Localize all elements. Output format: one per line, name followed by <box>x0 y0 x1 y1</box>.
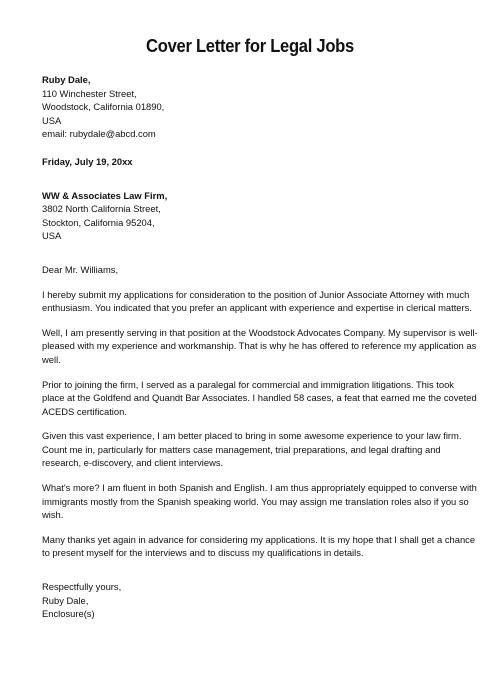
date-block <box>42 155 467 169</box>
paragraph-line: What's more? I am fluent in both Spanish and English. I am thus appropriately equipped to converse with <box>42 482 477 494</box>
sender-email: email: rubydale@abcd.com <box>42 128 156 140</box>
paragraph-line: immigrants mostly from the Spanish speaking world. You may assign me translation roles also if you so <box>42 495 469 507</box>
paragraph-line: place at the Goldfend and Quandt Bar Associates. I handled 58 cases, a feat that earned me the coveted <box>42 392 477 404</box>
paragraph-line: wish. <box>42 509 64 521</box>
paragraph-line: Prior to joining the firm, I served as a paralegal for commercial and immigration litigations. This took <box>42 378 454 390</box>
paragraph-line: Well, I am presently serving in that position at the Woodstock Advocates Company. My supervisor is well- <box>42 326 478 338</box>
document-title: Cover Letter for Legal Jobs <box>146 36 354 56</box>
recipient-name: WW & Associates Law Firm, <box>42 189 168 201</box>
valediction: Respectfully yours, <box>42 581 122 593</box>
paragraph-line: I hereby submit my applications for consideration to the position of Junior Associate Attorney with much <box>42 288 470 300</box>
paragraph-line: well. <box>42 353 61 365</box>
letter-paragraphs <box>42 288 478 561</box>
body-paragraph <box>42 533 476 560</box>
sender-name: Ruby Dale, <box>42 74 91 85</box>
recipient-street: 3802 North California Street, <box>42 203 161 215</box>
paragraph-line: Many thanks yet again in advance for considering my applications. It is my hope that I shall get a chance <box>42 533 476 545</box>
paragraph-line: Count me in, particularly for matters case management, trial preparations, and legal drafting and <box>42 443 441 455</box>
recipient-country: USA <box>42 230 62 242</box>
body-paragraph <box>42 378 477 419</box>
letter-date: Friday, July 19, 20xx <box>42 155 133 167</box>
paragraph-line: ACEDS certification. <box>42 405 127 417</box>
closing-name: Ruby Dale, <box>42 594 89 606</box>
paragraph-line: pleased with my experience and workmanship. That is why he has offered to reference my application as <box>42 340 477 352</box>
sender-block <box>42 73 467 141</box>
sender-country: USA <box>42 114 62 126</box>
body-paragraph <box>42 326 478 367</box>
paragraph-line: Given this vast experience, I am better placed to bring in some awesome experience to your law firm. <box>42 430 462 442</box>
body-paragraph <box>42 481 477 522</box>
body-paragraph <box>42 288 472 315</box>
salutation: Dear Mr. Williams, <box>42 263 119 275</box>
paragraph-line: research, e-discovery, and client interviews. <box>42 457 224 469</box>
letter-body <box>42 73 478 621</box>
closing-block <box>42 580 467 621</box>
enclosure-note: Enclosure(s) <box>42 608 95 620</box>
paragraph-line: to present myself for the interviews and to discuss my qualifications in details. <box>42 547 364 559</box>
body-paragraph <box>42 429 467 470</box>
recipient-block <box>42 189 467 243</box>
salutation-block <box>42 263 467 277</box>
paragraph-line: enthusiasm. You indicated that you prefer an applicant with experience and expertise in clerical matters. <box>42 302 472 314</box>
sender-street: 110 Winchester Street, <box>42 87 137 99</box>
sender-city: Woodstock, California 01890, <box>42 101 165 113</box>
recipient-city: Stockton, California 95204, <box>42 216 155 228</box>
